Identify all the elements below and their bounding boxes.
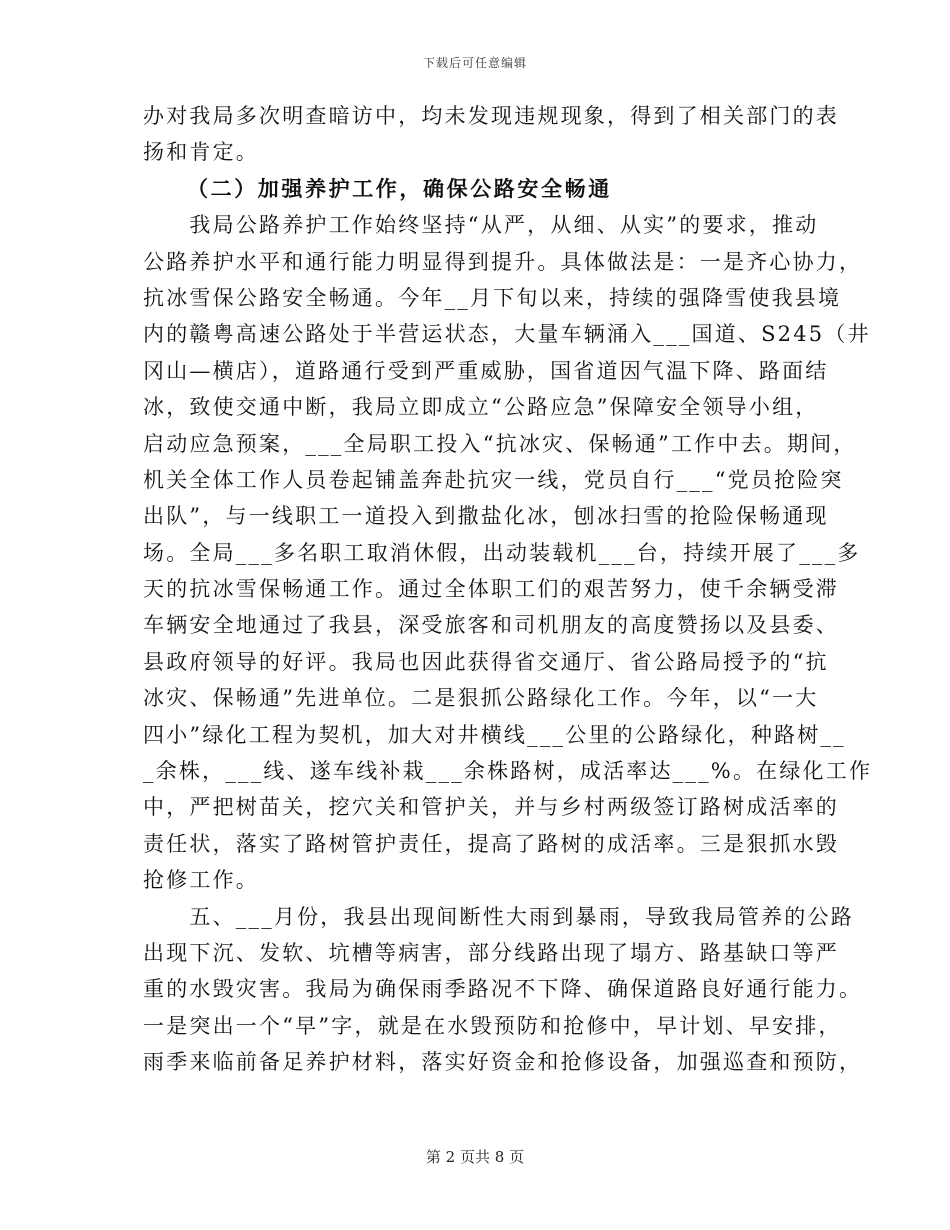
- text-line: 冰，致使交通中断，我局立即成立“公路应急”保障安全领导小组，: [143, 395, 819, 420]
- text-line: 县政府领导的好评。我局也因此获得省交通厅、省公路局授予的“抗: [143, 649, 829, 674]
- page-footer: 第 2 页共 8 页: [425, 1148, 525, 1166]
- text-line: 出队”，与一线职工一道投入到撒盐化冰，刨冰扫雪的抢险保畅通现: [143, 504, 829, 529]
- text-line: 一是突出一个“早”字，就是在水毁预防和抢修中，早计划、早安排，: [143, 1013, 842, 1038]
- page-header: 下载后可任意编辑: [422, 56, 527, 70]
- text-line: 车辆安全地通过了我县，深受旅客和司机朋友的高度赞扬以及县委、: [143, 613, 839, 638]
- text-line: 扬和肯定。: [143, 140, 259, 165]
- text-line: 冈山—横店），道路通行受到严重威胁，国省道因气温下降、路面结: [143, 358, 829, 383]
- text-line: 出现下沉、发软、坑槽等病害，部分线路出现了塌方、路基缺口等严: [143, 940, 839, 965]
- text-line: 抗冰雪保公路安全畅通。今年__月下旬以来，持续的强降雪使我县境: [143, 285, 842, 310]
- text-line: 场。全局___多名职工取消休假，出动装载机___台，持续开展了___多: [143, 540, 861, 565]
- text-line: 四小”绿化工程为契机，加大对井横线___公里的公路绿化，种路树__: [143, 722, 846, 747]
- section-heading: （二）加强养护工作，确保公路安全畅通: [187, 175, 612, 201]
- text-line: _余株，___线、遂车线补栽___余株路树，成活率达___%。在绿化工作: [143, 759, 873, 784]
- text-line: 机关全体工作人员卷起铺盖奔赴抗灾一线，党员自行___“党员抢险突: [143, 467, 844, 492]
- text-line: 我局公路养护工作始终坚持“从严，从细、从实”的要求，推动: [143, 213, 819, 238]
- text-line: 启动应急预案，___全局职工投入“抗冰灾、保畅通”工作中去。期间，: [143, 431, 857, 456]
- text-line: 内的赣粤高速公路处于半营运状态，大量车辆涌入___国道、S245（井: [143, 322, 871, 347]
- text-line: 责任状，落实了路树管护责任，提高了路树的成活率。三是狠抓水毁: [143, 831, 839, 856]
- text-line: 天的抗冰雪保畅通工作。通过全体职工们的艰苦努力，使千余辆受滞: [143, 577, 839, 602]
- text-line: 办对我局多次明查暗访中，均未发现违规现象，得到了相关部门的表: [143, 104, 839, 128]
- text-line: 公路养护水平和通行能力明显得到提升。具体做法是：一是齐心协力，: [143, 249, 863, 274]
- text-line: 五、___月份，我县出现间断性大雨到暴雨，导致我局管养的公路: [143, 904, 854, 929]
- text-line: 冰灾、保畅通”先进单位。二是狠抓公路绿化工作。今年，以“一大: [143, 686, 819, 711]
- text-line: 抢修工作。: [143, 868, 259, 893]
- document-body: [143, 98, 873, 1081]
- text-line: 中，严把树苗关，挖穴关和管护关，并与乡村两级签订路树成活率的: [143, 795, 839, 820]
- text-line: 雨季来临前备足养护材料，落实好资金和抢修设备，加强巡查和预防，: [143, 1050, 863, 1075]
- text-line: 重的水毁灾害。我局为确保雨季路况不下降、确保道路良好通行能力。: [143, 977, 863, 1002]
